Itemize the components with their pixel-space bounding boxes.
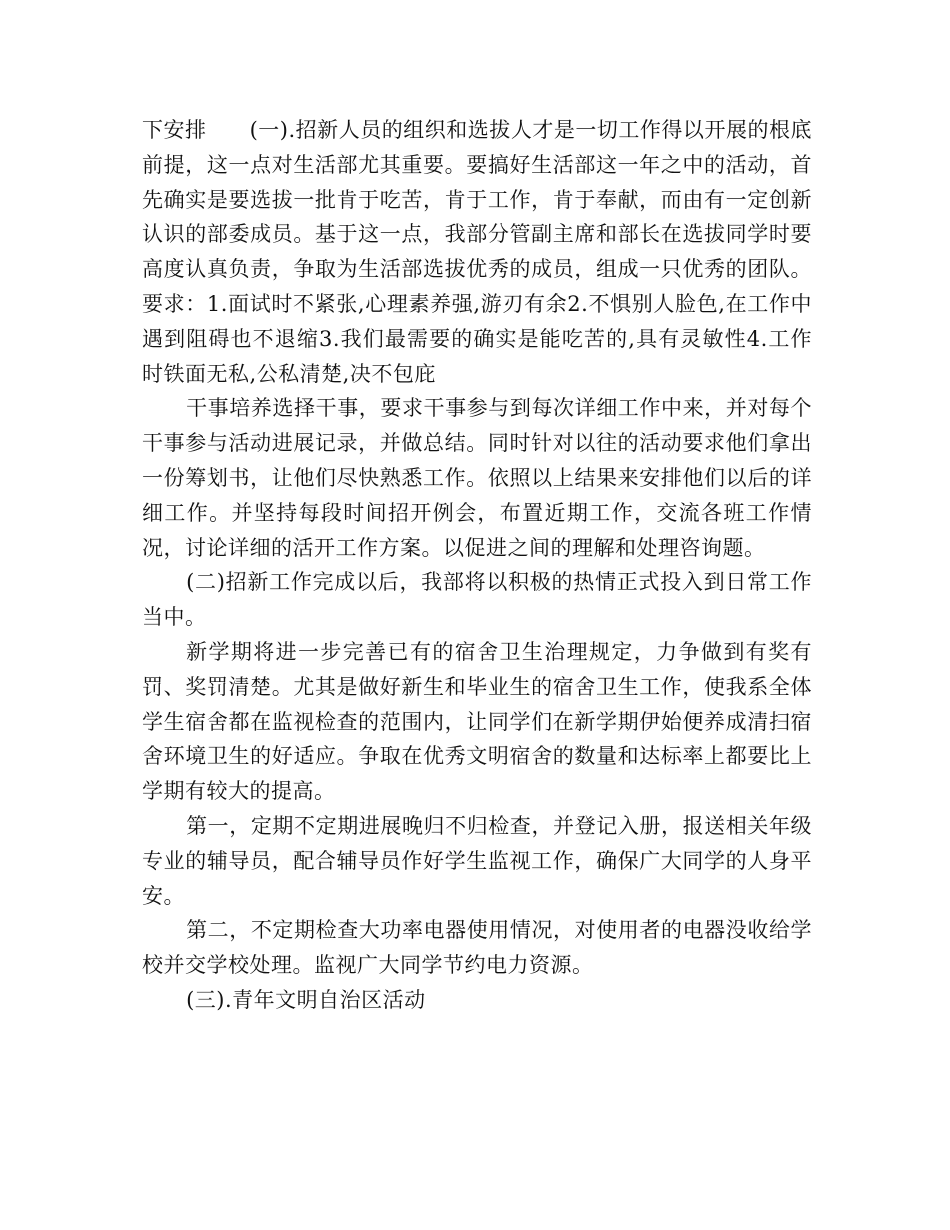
paragraph-first-item: 第一，定期不定期进展晚归不归检查，并登记入册，报送相关年级专业的辅导员，配合辅导员作好学生监视工作，确保广大同学的人身平安。: [142, 813, 812, 908]
paragraph-section-two: (二)招新工作完成以后，我部将以积极的热情正式投入到日常工作当中。: [142, 570, 812, 630]
paragraph-staff-training: 干事培养选择干事，要求干事参与到每次详细工作中来，并对每个干事参与活动进展记录，并做总结。同时针对以往的活动要求他们拿出一份筹划书，让他们尽快熟悉工作。依照以上结果来安排他们以后的详细工作。并坚持每段时间招开例会，布置近期工作，交流各班工作情况，讨论详细的活开工作方案。以促进之间的理解和处理咨询题。: [142, 396, 812, 560]
paragraph-recruitment: 下安排 (一).招新人员的组织和选拔人才是一切工作得以开展的根底前提，这一点对生活部尤其重要。要搞好生活部这一年之中的活动，首先确实是要选拔一批肯于吃苦，肯于工作，肯于奉献，而由有一定创新认识的部委成员。基于这一点，我部分管副主席和部长在选拔同学时要高度认真负责，争取为生活部选拔优秀的成员，组成一只优秀的团队。要求：1.面试时不紧张,心理素养强,游刃有余2.不惧别人脸色,在工作中遇到阻碍也不退缩3.我们最需要的确实是能吃苦的,具有灵敏性4.工作时铁面无私,公私清楚,决不包庇: [142, 118, 812, 386]
paragraph-second-item: 第二，不定期检查大功率电器使用情况，对使用者的电器没收给学校并交学校处理。监视广大同学节约电力资源。: [142, 918, 812, 978]
paragraph-dorm-hygiene: 新学期将进一步完善已有的宿舍卫生治理规定，力争做到有奖有罚、奖罚清楚。尤其是做好新生和毕业生的宿舍卫生工作，使我系全体学生宿舍都在监视检查的范围内，让同学们在新学期伊始便养成清扫宿舍环境卫生的好适应。争取在优秀文明宿舍的数量和达标率上都要比上学期有较大的提高。: [142, 639, 812, 804]
paragraph-section-three: (三).青年文明自治区活动: [186, 987, 426, 1012]
document-page: [142, 113, 812, 1018]
